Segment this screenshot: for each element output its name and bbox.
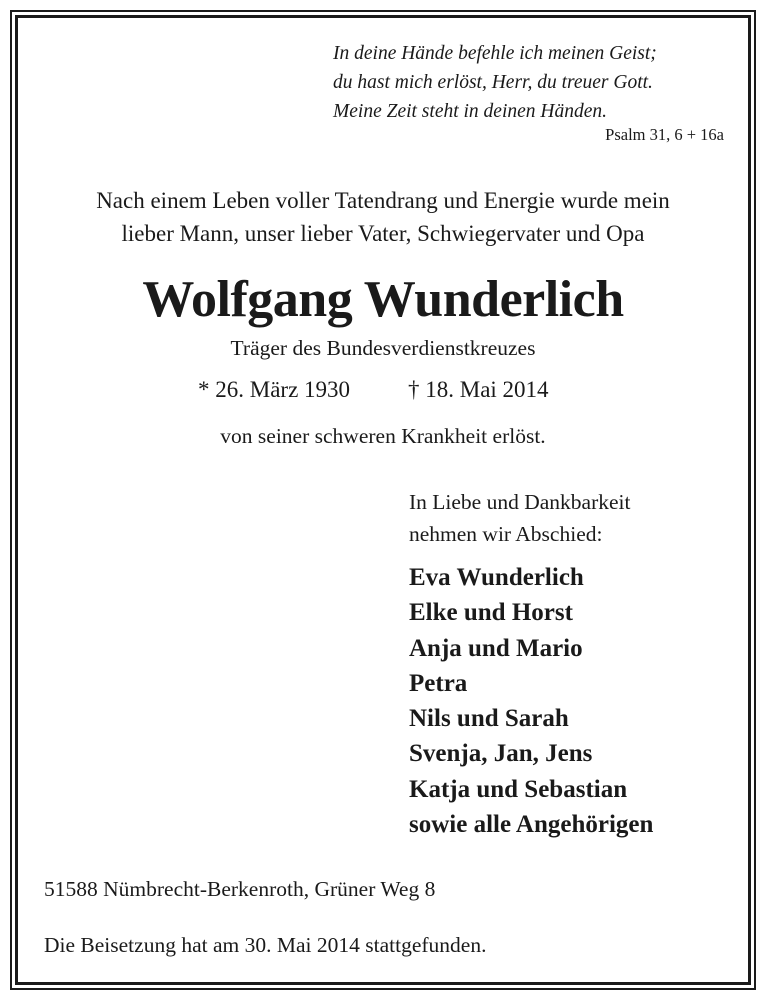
death-date: † 18. Mai 2014 [408, 377, 549, 402]
psalm-line: du hast mich erlöst, Herr, du treuer Gott. [333, 72, 653, 93]
intro-line-1: Nach einem Leben voller Tatendrang und Energie wurde mein [96, 188, 670, 213]
funeral-notice: Die Beisetzung hat am 30. Mai 2014 stattgefunden. [44, 933, 487, 957]
psalm-line: In deine Hände befehle ich meinen Geist; [333, 43, 657, 64]
mourners-list [409, 560, 653, 842]
farewell-line-1: In Liebe und Dankbarkeit [409, 490, 631, 514]
mourner-name: Eva Wunderlich [409, 564, 584, 591]
farewell-text [409, 486, 631, 550]
psalm-line: Meine Zeit steht in deinen Händen. [333, 101, 608, 122]
mourner-name: Nils und Sarah [409, 705, 569, 733]
psalm-reference: Psalm 31, 6 + 16a [605, 125, 724, 144]
mourner-name: Katja und Sebastian [409, 775, 628, 803]
mourner-name: Elke und Horst [409, 599, 573, 627]
deceased-name: Wolfgang Wunderlich [142, 271, 624, 328]
family-address: 51588 Nümbrecht-Berkenroth, Grüner Weg 8 [44, 877, 436, 901]
intro-text [0, 184, 766, 250]
psalm-quote [333, 39, 657, 126]
honor-title: Träger des Bundesverdienstkreuzes [230, 336, 536, 360]
farewell-line-2: nehmen wir Abschied: [409, 522, 603, 546]
mourner-name: Svenja, Jan, Jens [409, 740, 593, 768]
birth-date: * 26. März 1930 [198, 377, 351, 402]
mourner-name: Anja und Mario [409, 634, 583, 662]
mourner-name: sowie alle Angehörigen [409, 811, 654, 839]
mourner-name: Petra [409, 669, 468, 697]
released-text: von seiner schweren Krankheit erlöst. [220, 424, 546, 448]
intro-line-2: lieber Mann, unser lieber Vater, Schwiegervater und Opa [121, 221, 645, 246]
